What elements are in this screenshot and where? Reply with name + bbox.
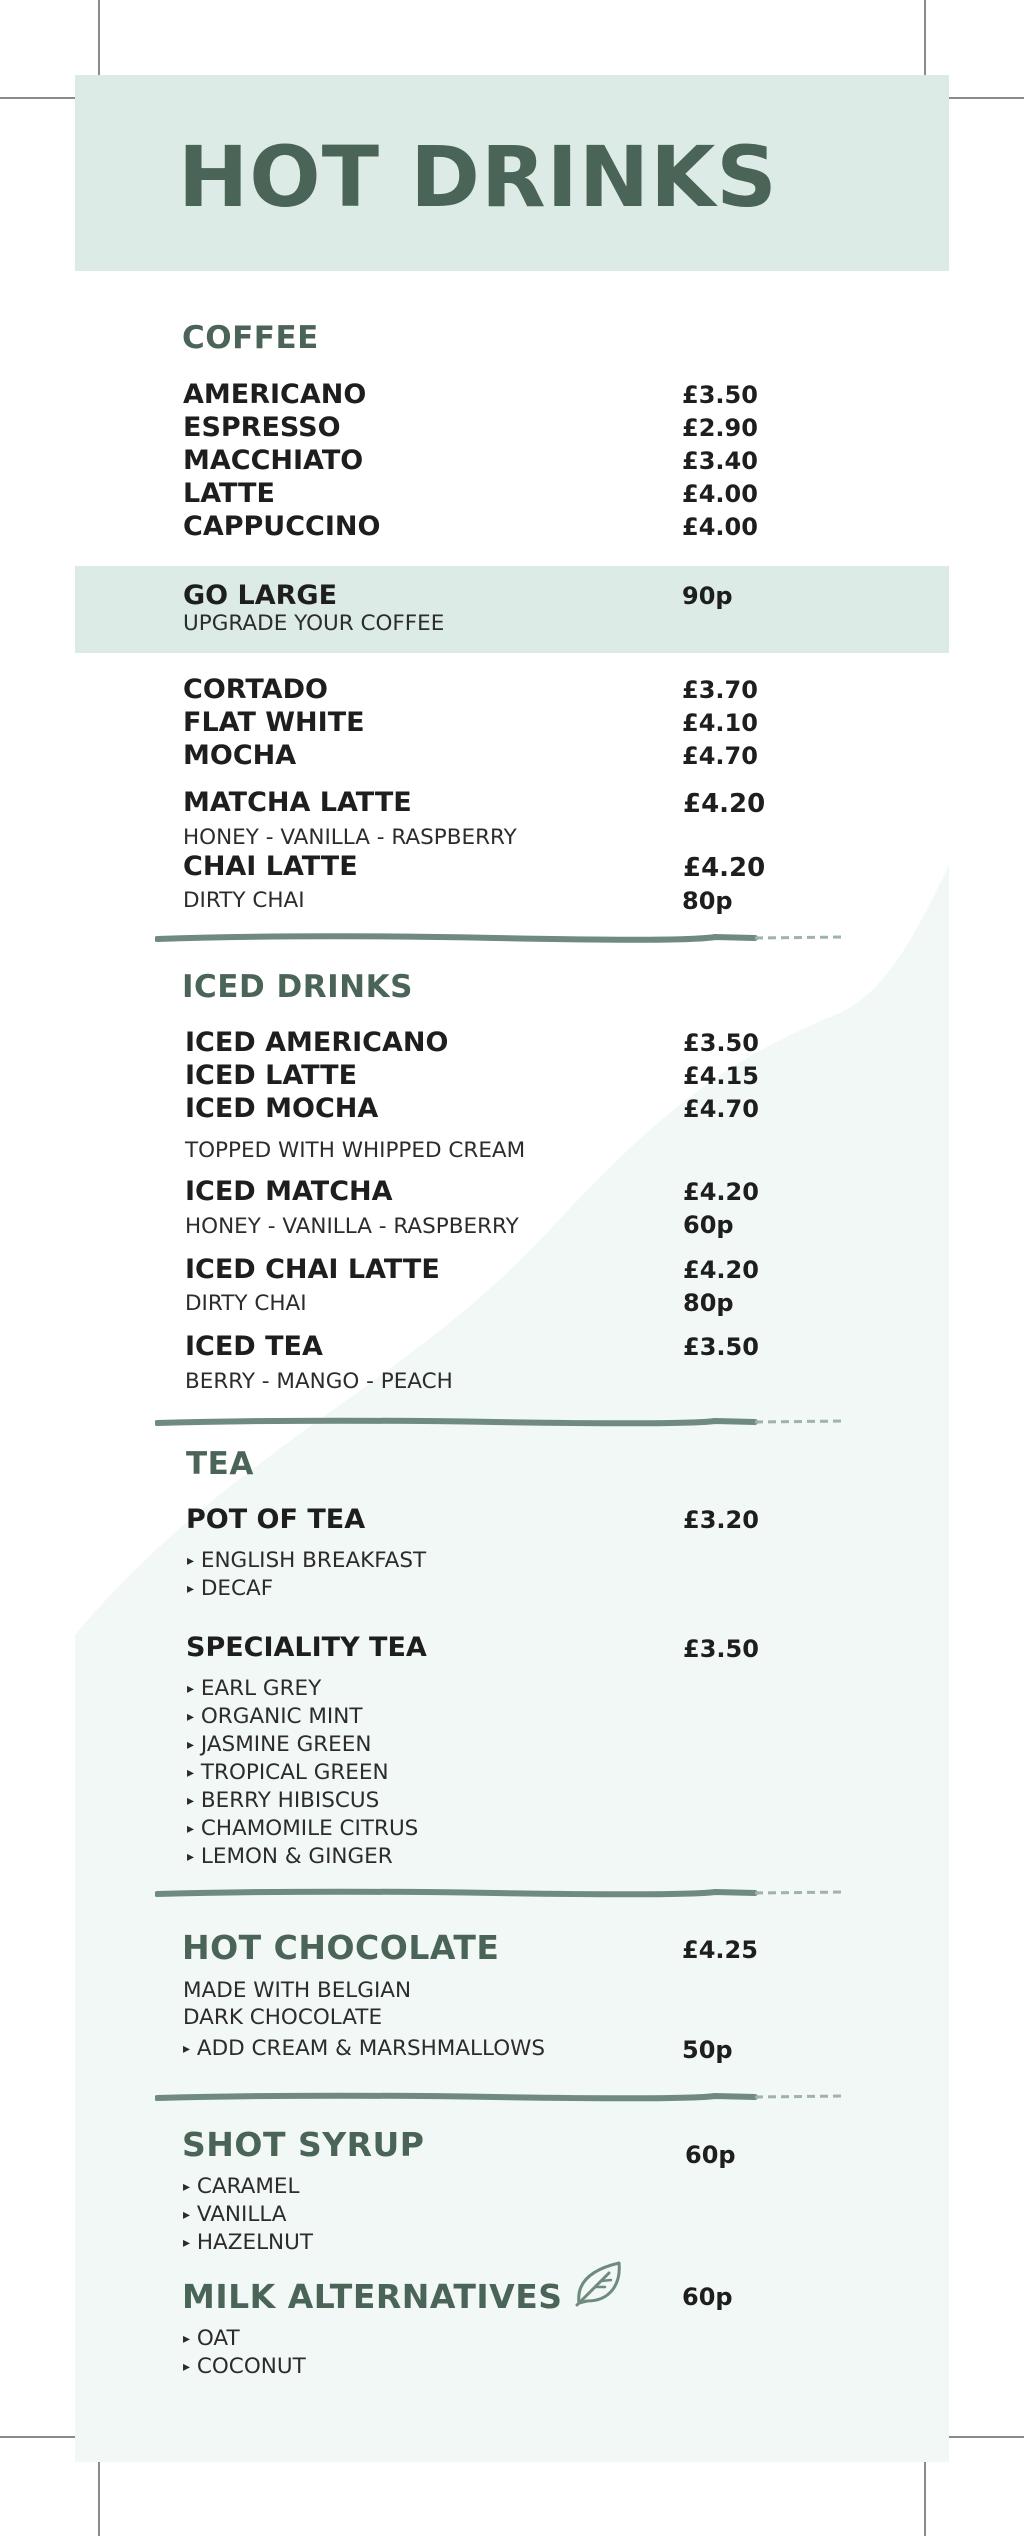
matcha-latte-name: MATCHA LATTE <box>183 787 412 818</box>
chai-latte-sub: DIRTY CHAI <box>183 888 305 913</box>
menu-item-price: £3.50 <box>683 1029 759 1057</box>
menu-item-name: FLAT WHITE <box>183 707 365 738</box>
syrup-price: 60p <box>685 2141 736 2169</box>
milk-options <box>183 2325 306 2381</box>
section-heading-coffee: COFFEE <box>182 320 319 356</box>
chai-latte-name: CHAI LATTE <box>183 851 358 882</box>
bullet-icon: ▸ <box>183 2179 191 2195</box>
iced-chai-sub-price: 80p <box>683 1289 734 1317</box>
list-item: ▸ ENGLISH BREAKFAST <box>187 1548 427 1573</box>
crop-mark <box>949 97 1024 99</box>
menu-item-name: MOCHA <box>183 740 297 771</box>
menu-item-name: CAPPUCCINO <box>183 511 381 542</box>
hot-chocolate-price: £4.25 <box>682 1936 758 1964</box>
bullet-icon: ▸ <box>187 1737 195 1753</box>
iced-matcha-sub: HONEY - VANILLA - RASPBERRY <box>185 1214 519 1239</box>
list-item: ▸ DECAF <box>187 1576 274 1601</box>
coffee-names-2 <box>183 673 365 772</box>
crop-mark <box>949 2436 1024 2438</box>
leaf-icon <box>573 2257 625 2309</box>
section-heading-milk: MILK ALTERNATIVES <box>182 2277 563 2316</box>
iced-chai-sub: DIRTY CHAI <box>185 1291 307 1316</box>
crop-mark <box>0 97 75 99</box>
bullet-icon: ▸ <box>187 1765 195 1781</box>
chai-latte-sub-price: 80p <box>682 887 733 915</box>
section-heading-iced: ICED DRINKS <box>182 969 413 1005</box>
brush-divider <box>155 2091 845 2105</box>
iced-matcha-sub-price: 60p <box>683 1211 734 1239</box>
menu-item-price: £3.70 <box>682 676 758 704</box>
go-large-price: 90p <box>682 582 733 610</box>
menu-page <box>75 75 949 2462</box>
pot-of-tea-price: £3.20 <box>683 1506 759 1534</box>
menu-item-price: £2.90 <box>682 414 758 442</box>
bullet-icon: ▸ <box>183 2359 191 2375</box>
list-item: ▸ ORGANIC MINT <box>187 1704 363 1729</box>
chai-latte-price: £4.20 <box>683 853 766 883</box>
speciality-tea-price: £3.50 <box>683 1635 759 1663</box>
menu-item-price: £4.10 <box>682 709 758 737</box>
bullet-icon: ▸ <box>187 1821 195 1837</box>
menu-item-name: LATTE <box>183 478 275 509</box>
iced-matcha-name: ICED MATCHA <box>185 1176 393 1207</box>
coffee-prices <box>682 379 758 544</box>
iced-prices <box>683 1027 759 1126</box>
menu-item-price: £3.50 <box>682 381 758 409</box>
iced-chai-name: ICED CHAI LATTE <box>185 1254 440 1285</box>
crop-mark <box>924 0 926 76</box>
list-item: ▸ TROPICAL GREEN <box>187 1760 389 1785</box>
bullet-icon: ▸ <box>187 1553 195 1569</box>
menu-item-name: AMERICANO <box>183 379 367 410</box>
section-heading-hot-chocolate: HOT CHOCOLATE <box>182 1928 500 1967</box>
bullet-icon: ▸ <box>187 1849 195 1865</box>
coffee-prices-2 <box>682 674 758 773</box>
list-item: ▸ OAT <box>183 2326 240 2351</box>
syrup-options <box>183 2173 313 2257</box>
crop-mark <box>924 2462 926 2536</box>
hot-chocolate-desc: DARK CHOCOLATE <box>183 2005 383 2030</box>
hot-chocolate-addon: ▸ ADD CREAM & MARSHMALLOWS <box>183 2036 546 2061</box>
iced-tea-name: ICED TEA <box>185 1331 323 1362</box>
matcha-latte-price: £4.20 <box>683 789 766 819</box>
menu-item-name: ICED MOCHA <box>185 1093 379 1124</box>
bullet-icon: ▸ <box>187 1793 195 1809</box>
list-item: ▸ BERRY HIBISCUS <box>187 1788 380 1813</box>
bullet-icon: ▸ <box>187 1681 195 1697</box>
menu-item-price: £4.70 <box>682 742 758 770</box>
pot-of-tea-name: POT OF TEA <box>186 1504 366 1535</box>
bullet-icon: ▸ <box>183 2041 191 2057</box>
menu-item-price: £4.00 <box>682 513 758 541</box>
coffee-names <box>183 378 380 543</box>
crop-mark <box>98 2462 100 2536</box>
go-large-sub: UPGRADE YOUR COFFEE <box>183 611 445 636</box>
menu-item-price: £4.15 <box>683 1062 759 1090</box>
hot-chocolate-addon-price: 50p <box>682 2036 733 2064</box>
menu-item-price: £4.70 <box>683 1095 759 1123</box>
iced-mocha-note: TOPPED WITH WHIPPED CREAM <box>185 1138 526 1163</box>
section-heading-tea: TEA <box>186 1446 254 1482</box>
list-item: ▸ EARL GREY <box>187 1676 322 1701</box>
milk-price: 60p <box>682 2283 733 2311</box>
menu-item-name: ICED LATTE <box>185 1060 358 1091</box>
iced-names <box>185 1026 448 1125</box>
brush-divider <box>155 1887 845 1901</box>
bullet-icon: ▸ <box>187 1581 195 1597</box>
iced-tea-price: £3.50 <box>683 1333 759 1361</box>
list-item: ▸ LEMON & GINGER <box>187 1844 393 1869</box>
bullet-icon: ▸ <box>183 2331 191 2347</box>
menu-item-name: ICED AMERICANO <box>185 1027 449 1058</box>
crop-mark <box>98 0 100 76</box>
page-title: HOT DRINKS <box>178 128 778 226</box>
iced-chai-price: £4.20 <box>683 1256 759 1284</box>
iced-tea-sub: BERRY - MANGO - PEACH <box>185 1369 453 1394</box>
menu-item-name: MACCHIATO <box>183 445 364 476</box>
bullet-icon: ▸ <box>183 2207 191 2223</box>
list-item: ▸ CHAMOMILE CITRUS <box>187 1816 419 1841</box>
list-item: ▸ HAZELNUT <box>183 2230 313 2255</box>
pot-of-tea-options <box>187 1547 426 1603</box>
speciality-tea-name: SPECIALITY TEA <box>186 1632 427 1663</box>
go-large-name: GO LARGE <box>183 580 338 611</box>
hot-chocolate-desc: MADE WITH BELGIAN <box>183 1978 412 2003</box>
brush-divider <box>155 932 845 946</box>
section-heading-syrup: SHOT SYRUP <box>182 2125 425 2164</box>
menu-item-price: £4.00 <box>682 480 758 508</box>
bullet-icon: ▸ <box>183 2235 191 2251</box>
bullet-icon: ▸ <box>187 1709 195 1725</box>
iced-matcha-price: £4.20 <box>683 1178 759 1206</box>
crop-mark <box>0 2436 75 2438</box>
list-item: ▸ CARAMEL <box>183 2174 300 2199</box>
menu-item-name: ESPRESSO <box>183 412 341 443</box>
list-item: ▸ COCONUT <box>183 2354 306 2379</box>
list-item: ▸ JASMINE GREEN <box>187 1732 372 1757</box>
menu-item-price: £3.40 <box>682 447 758 475</box>
brush-divider <box>155 1416 845 1430</box>
matcha-latte-sub: HONEY - VANILLA - RASPBERRY <box>183 825 517 850</box>
list-item: ▸ VANILLA <box>183 2202 287 2227</box>
speciality-tea-options <box>187 1675 418 1871</box>
menu-item-name: CORTADO <box>183 674 328 705</box>
